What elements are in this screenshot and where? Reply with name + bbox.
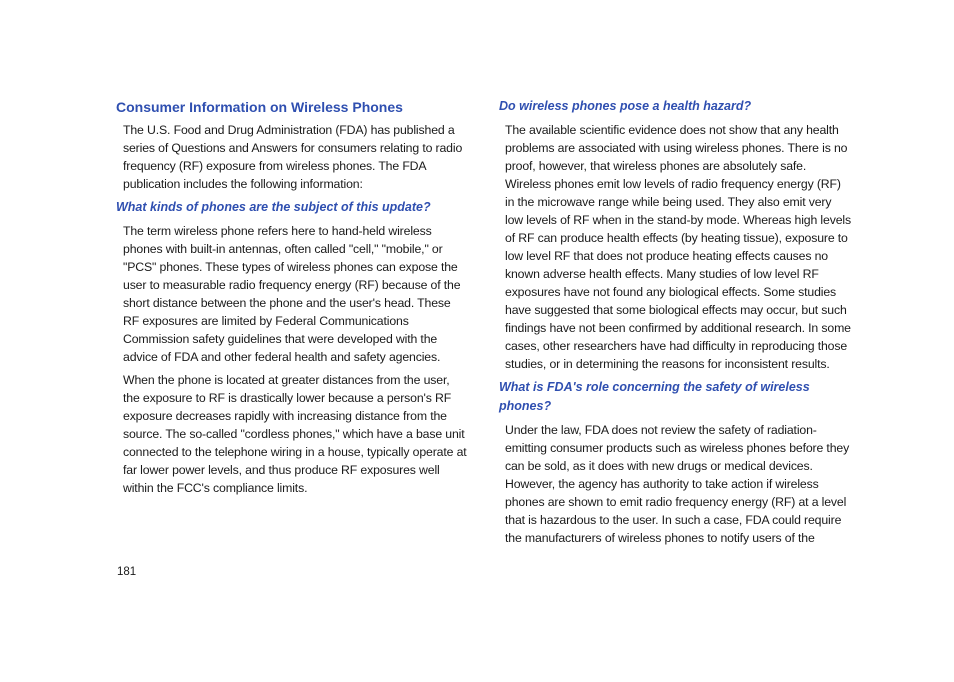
right-column <box>499 97 851 552</box>
intro-paragraph: The U.S. Food and Drug Administration (FDA) has published a series of Questions and Answers for consumers relating to radio frequency (RF) exposure from wireless phones. The FDA publication includes the following information: <box>123 123 463 191</box>
answer-paragraph-fda-role: Under the law, FDA does not review the safety of radiation-emitting consumer products such as wireless phones before they can be sold, as it does with new drugs or medical devices. However, the agency has authority to take action if wireless phones are shown to emit radio frequency energy (RF) at a level that is hazardous to the user. In such a case, FDA could require the manufacturers of wireless phones to notify users of the <box>505 423 850 545</box>
section-title: Consumer Information on Wireless Phones <box>116 99 403 115</box>
answer-paragraph-phone-types-1: The term wireless phone refers here to hand-held wireless phones with built-in antennas, often called "cell," "mobile," or "PCS" phones. These types of wireless phones can expose the user to measurable radio frequency energy (RF) because of the short distance between the phone and the user's head. These RF exposures are limited by Federal Communications Commission safety guidelines that were developed with the advice of FDA and other federal health and safety agencies. <box>123 224 461 364</box>
answer-paragraph-health-hazard: The available scientific evidence does not show that any health problems are associated with using wireless phones. There is no proof, however, that wireless phones are absolutely safe. Wireless phones emit low levels of radio frequency energy (RF) in the microwave range while being used. They also emit very low levels of RF when in the stand-by mode. Whereas high levels of RF can produce health effects (by heating tissue), exposure to low level RF that does not produce heating effects causes no known adverse health effects. Many studies of low level RF exposures have not found any biological effects. Some studies have suggested that some biological effects may occur, but such findings have not been confirmed by additional research. In some cases, other researchers have had difficulty in reproducing those studies, or in determining the reasons for inconsistent results. <box>505 123 851 371</box>
answer-paragraph-phone-types-2: When the phone is located at greater distances from the user, the exposure to RF is drastically lower because a person's RF exposure decreases rapidly with increasing distance from the source. The so-called "cordless phones," which have a base unit connected to the telephone wiring in a house, typically operate at far lower power levels, and thus produce RF exposures well within the FCC's compliance limits. <box>123 373 467 495</box>
question-heading-phone-types: What kinds of phones are the subject of this update? <box>116 200 431 214</box>
question-heading-fda-role: What is FDA's role concerning the safety of wireless phones? <box>499 380 810 413</box>
question-heading-health-hazard: Do wireless phones pose a health hazard? <box>499 99 752 113</box>
page-number: 181 <box>117 566 137 578</box>
left-column <box>116 97 468 502</box>
